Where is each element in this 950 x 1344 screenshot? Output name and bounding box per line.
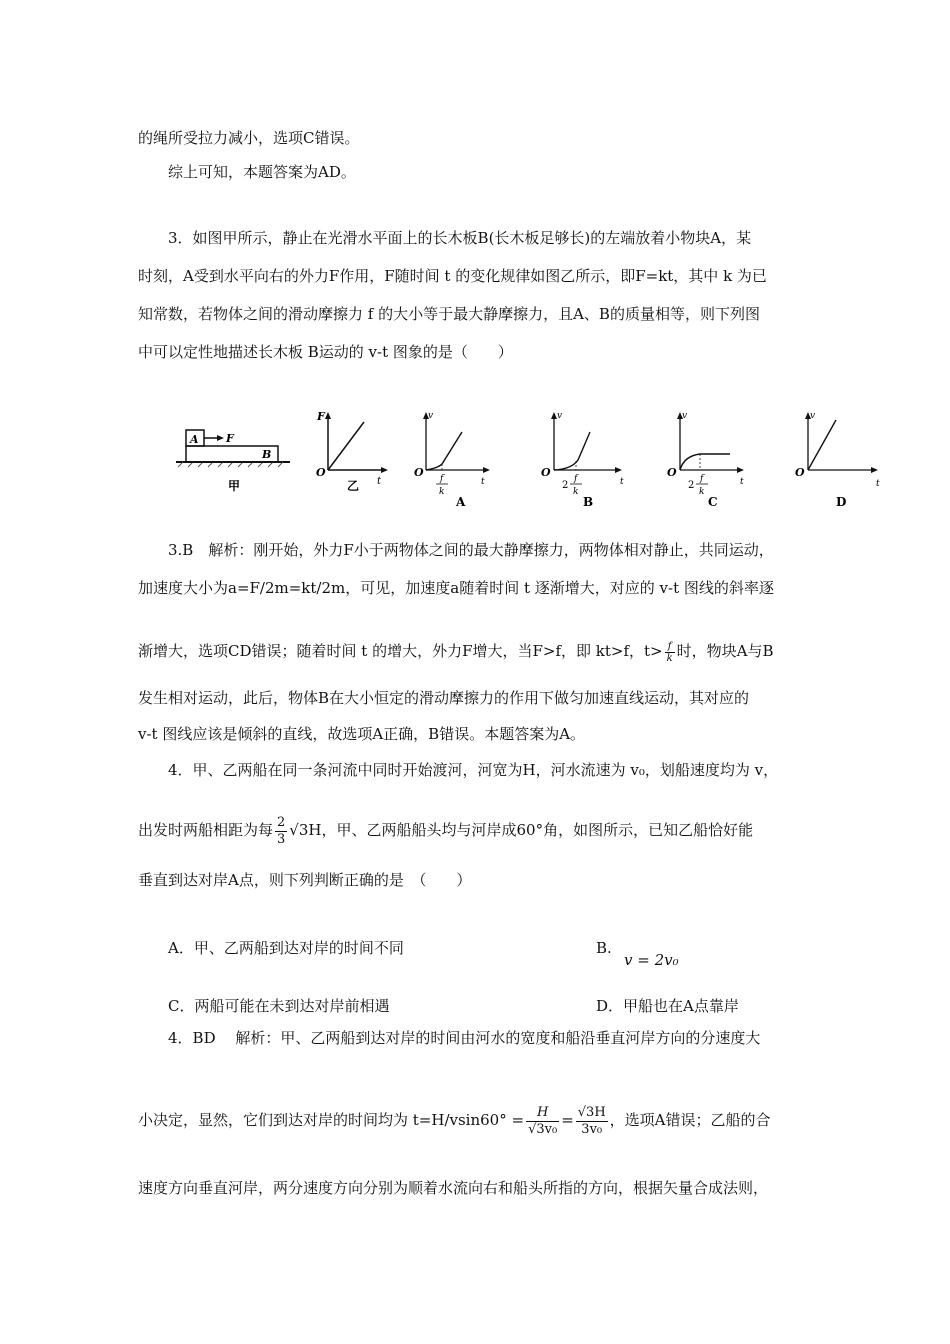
fraction-denominator: √3v₀ (528, 1121, 558, 1137)
fraction-numerator: f (665, 641, 675, 653)
graph-c-axis-x: t (740, 477, 744, 487)
answer-4-line-2 (138, 1096, 771, 1144)
graph-option-c (667, 411, 744, 509)
graph-b-tick-den: k (573, 487, 579, 497)
text-line: 综上可知，本题答案为AD。 (168, 163, 356, 181)
graph-a-origin: O (414, 466, 424, 479)
answer-3-line-2: 加速度大小为a=F/2m=kt/2m，可见，加速度a随着时间 t 逐渐增大，对应的 v-t 图线的斜率逐 (138, 579, 774, 597)
question-3-line-4: 中可以定性地描述长木板 B运动的 v-t 图象的是（ ） (138, 343, 513, 361)
question-3-figure (0, 398, 950, 528)
fraction-root3h-over-3v0 (576, 1105, 608, 1138)
graph-a-axis-x: t (481, 477, 485, 487)
figure-jia-caption: 甲 (228, 479, 241, 493)
graph-d-label: D (836, 495, 847, 509)
fraction-denominator: 3v₀ (581, 1121, 603, 1137)
figure-yi-caption: 乙 (347, 479, 360, 493)
question-4-line-3: 垂直到达对岸A点，则下列判断正确的是 （ ） (138, 871, 472, 889)
graph-d-axis-y: v (810, 411, 816, 421)
question-4-line-2 (138, 808, 753, 852)
answer-3-line-1: 3.B 解析：刚开始，外力F小于两物体之间的最大静摩擦力，两物体相对静止，共同运动， (168, 541, 774, 559)
option-c: C．两船可能在未到达对岸前相遇 (168, 997, 390, 1015)
answer-3-line-3-pre: 渐增大，选项CD错误；随着时间 t 的增大，外力F增大，当F>f，即 kt>f，t> (138, 642, 663, 660)
graph-a-label: A (456, 495, 466, 509)
graph-d-origin: O (795, 466, 805, 479)
fraction-f-over-k (665, 641, 675, 664)
block-a-label: A (190, 433, 199, 446)
graph-c-origin: O (667, 466, 677, 479)
yi-axis-x: t (377, 476, 382, 487)
question-3-line-1: 3．如图甲所示，静止在光滑水平面上的长木板B(长木板足够长)的左端放着小物块A，某 (168, 229, 752, 247)
graph-b-origin: O (541, 466, 551, 479)
answer-4-line-2-pre: 小决定，显然，它们到达对岸的时间均为 t=H/vsin60° = (138, 1111, 525, 1129)
option-a: A．甲、乙两船到达对岸的时间不同 (168, 939, 404, 957)
answer-3-line-4: 发生相对运动，此后，物体B在大小恒定的滑动摩擦力的作用下做匀加速直线运动，其对应的 (138, 689, 750, 707)
fraction-denominator: k (666, 652, 673, 664)
graph-c-tick-den: k (699, 487, 705, 497)
answer-3-line-3-post: 时，物块A与B (676, 642, 774, 660)
fraction-denominator: 3 (277, 831, 286, 847)
equals-sign: = (561, 1111, 574, 1129)
option-b-label: B. (596, 939, 612, 957)
yi-origin: O (316, 466, 326, 479)
force-label: F (226, 432, 234, 445)
graph-option-b (541, 411, 624, 509)
graph-a-tick-den: k (439, 487, 445, 497)
question-4-line-2-post: H，甲、乙两船船头均与河岸成60°角，如图所示，已知乙船恰好能 (308, 821, 754, 839)
answer-4-line-3: 速度方向垂直河岸，两分速度方向分别为顺着水流向右和船头所指的方向，根据矢量合成法则， (138, 1179, 769, 1197)
graph-c-tick-coef: 2 (688, 480, 695, 491)
board-b-label: B (262, 448, 272, 461)
sqrt-3: √3 (289, 821, 309, 839)
graph-b-tick-num: f (574, 474, 578, 484)
graph-a-tick-num: f (440, 474, 444, 484)
answer-4-line-1: 4．BD 解析：甲、乙两船到达对岸的时间由河水的宽度和船沿垂直河岸方向的分速度大 (168, 1029, 761, 1047)
graph-d-axis-x: t (876, 479, 880, 489)
answer-3-line-5: v-t 图线应该是倾斜的直线，故选项A正确，B错误。本题答案为A。 (138, 725, 586, 743)
graph-b-label: B (583, 495, 594, 509)
fraction-h-over-root3v0 (526, 1105, 559, 1138)
graph-c-label: C (708, 495, 718, 509)
question-4-line-2-pre: 出发时两船相距为每 (138, 821, 274, 839)
option-d: D．甲船也在A点靠岸 (596, 997, 739, 1015)
text-line: 的绳所受拉力减小，选项C错误。 (138, 129, 360, 147)
graph-a-axis-y: v (428, 411, 434, 421)
graph-b-axis-y: v (557, 411, 563, 421)
fraction-numerator: H (526, 1105, 559, 1122)
figure-jia (176, 430, 290, 493)
answer-3-line-3 (138, 636, 774, 666)
answer-4-line-2-post: ，选项A错误；乙船的合 (609, 1111, 771, 1129)
yi-axis-y: F (317, 410, 325, 423)
figure-yi (316, 410, 388, 493)
graph-c-axis-y: v (682, 411, 688, 421)
graph-option-d (795, 411, 880, 509)
graph-option-a (414, 411, 490, 509)
question-4-line-1: 4．甲、乙两船在同一条河流中同时开始渡河，河宽为H，河水流速为 v₀，划船速度均为 v， (168, 761, 779, 779)
graph-b-tick-coef: 2 (562, 480, 569, 491)
graph-c-tick-num: f (700, 474, 704, 484)
option-b-formula: v = 2v₀ (624, 951, 679, 969)
question-3-line-3: 知常数，若物体之间的滑动摩擦力 f 的大小等于最大静摩擦力，且A、B的质量相等，则下列图 (138, 305, 760, 323)
fraction-numerator: √3H (577, 1104, 606, 1120)
fraction-numerator: 2 (277, 814, 286, 830)
question-3-line-2: 时刻，A受到水平向右的外力F作用，F随时间 t 的变化规律如图乙所示，即F=kt，其中 k 为已 (138, 267, 767, 285)
graph-b-axis-x: t (620, 477, 624, 487)
fraction-2-over-3 (275, 815, 287, 848)
